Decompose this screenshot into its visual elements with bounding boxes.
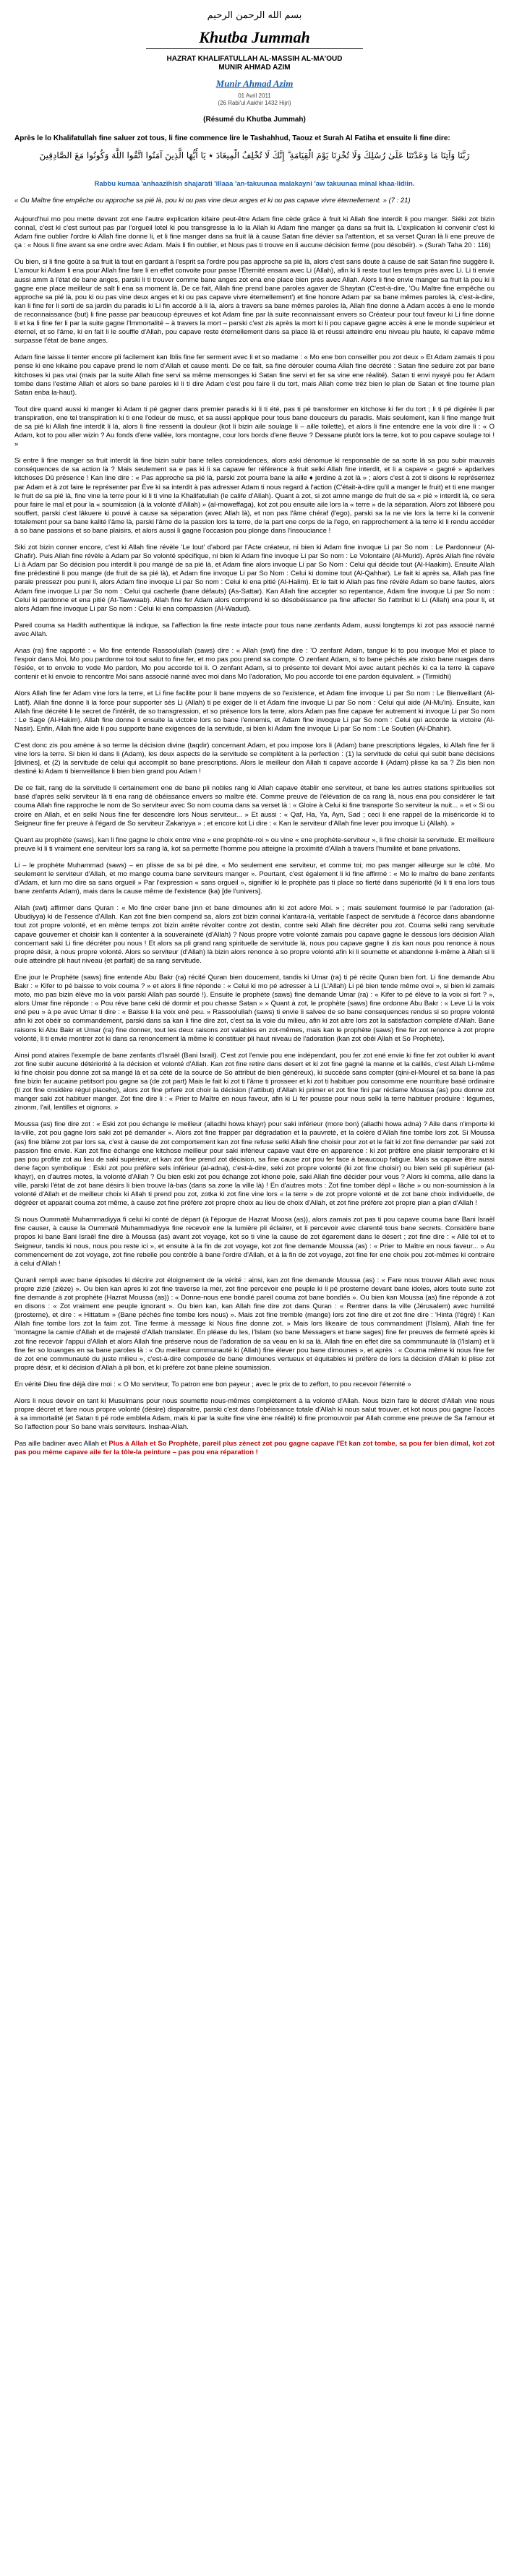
paragraph: Siki zot bizin conner encore, c'est ki Allah fine révèle 'Le lout' d'abord par l'Acte créateur, ni bien ki Adam fine invoque Li par So nom : Le Pardonneur (Al-Ghafir). Puis Allah fine révèle à Adam par So volonté spécifique, ni bien ki Adam fine invoque Li par So nom : Le Volontaire (Al-Murid). Après Allah fine révèle Li à Adam par So décision pou interdit li pou mangé de sa pié là, et Adam fine alors invoque Li par So Nom : Celui qui décide tout (Al-Haakim). Ensuite Allah fine prédestiné li pou mange (de fruit de sa pié là), et Adam fine invoque Li par So Nom : Celui ki domine tout (Al-Qahhar). Le fait ki après sa, Allah pas fine parale pressezr pou puni li, alors Adam fine invoque Li par So nom : Celui ki ena pitié (Al-Halim). Et le fait ki Allah pas fine révéle Adam so bane fautes, alors Adam fine invoque Li par So nom : Celui qui cacherle (bane défauts) (As-Sattar). Kan Allah fine accepter so repentance, Adam fine invoque Li par So nom : Celui ki pardonne et ena pitié (At-Tawwaab). Allah fine fer Adam alors comprend ki so désobéissance pa fine affecter So l'attribut ki Li (Allah) ena pour li, et alors Adam fine invoque Li par So nom : Celui ki ena compassion (Al-Wadud). <box>14 544 495 613</box>
verse-quote: « Ou Maître fine empêche ou approche sa pié là, pou ki ou pas vine deux anges et ki ou pas capave vivre éternellement. » (7 : 21) <box>14 197 411 205</box>
paragraph: Quant au prophète (saws), kan li fine gagne le choix entre vine « ene prophète-roi » ou vine « ene prophète-serviteur », li fine choisir la servitude. Et meilleure preuve ki li ti vraiment ene serviteur lors sa rang là, kot sa permette l'homme pou atteigne la proximité d'Allah à travers l'humilité et bane privations. <box>14 836 495 853</box>
paragraph: De ce fait, rang de la servitude li certainement ene de bane pli nobles rang ki Allah capave établir ene serviteur, et bane les autres stations spirituelles sot basé d'après selki serviteur là ti ena rang dé obéissance envers so maître été. Comme preuve de l'élévation de ca rang là, nous ena pou considérer le fait couma Allah fine rapproche le nom de So serviteur avec So nom couma dans sa verset là : « Gloire à Celui ki fine transporte So serviteur la nuit... » et « Si ou croire en Allah, et en selki Nous fine fer descendre lors Nous serviteur... » Et aussi : « Qaf, Ha, Ya, Ayn, Sad ; ceci li ene rappel de la miséricorde ki to Seigneur fine fer preuve à l'égard de So serviteur Zakariyya » ; et encore kot Li dire : « Kan le serviteur d'Allah fine lever pou invoque Li (Allah). » <box>14 784 495 828</box>
paragraph: Alors Allah fine fer Adam vine lors la terre, et Li fine facilite pour li bane moyens de so l'existence, et Adam fine invoque Li par So nom : Le Bienveillant (Al-Latif). Allah fine donne li la force pour supporter sès Li (Allah) ti pe exiger de li et Adam fine invoque Li par So nom : Celui qui aide (Al-Mu'in). Ensuite, kan Allah fine décrété li le secret de l'intérêt, de so transgression, et so présence lors la terre, alors Adam pas fine capave fer autrement ki invoque Li par So nom : Le Sage (Al-Hakim). Allah fine donne li ensuite la victoire lors so bane l'ennemis, et Adam fine invoque Li par So nom : Celui qui accorde la victoire (Al-Nasir). Enfin, Allah fine aide li pou supporte bane exigences de la servitude, si bien ki Adam fine invoque Li par So nom : Le Soutien (Al-Dhahir). <box>14 690 495 733</box>
paragraph: Quranli rempli avec bane épisodes ki décrire zot éloignement de la vérité : ainsi, kan zot fine demande Moussa (as) : « Fare nous trouver Allah avec nous propre zizié (zièze) ». Ou bien kan apres ki zot fine traverse la mer, zot fine percevoir ene peuple ki li pé prosterne devant bane idoles, alors toute suite zot fine demande à zot prophète (Hazrat Moussa (as)) : « Donne-nous ene bondié pareil couma zot bane bondiés ». Ou bien kan Moussa (as) fine réponde à zot en disons : « Zot vraiment ene peuple ignorant ». Ou bien kan, kan Allah fine dire zot dans Quran : « Rentrer dans la ville (Jérusalem) avec humilité (prosterne), et dire : « Hittatum » (Bane péchés fine tombe lors nous) ». Mais zot fine tremble (mange) lors zot fine dire et zot fine dire : 'Hinta (l'égré) ! Kan Allah fine tombe lors zot la faim zot. Tine ferme à message ki Nous fine donne zot. » Mais lors likeaire de tous commandment (l'Islam), Allah fine fer 'montagne la camie d'Allah et de majesté d'Allah translater. En pléase du les, l'Islam (so bane Messagers et bane sages) fine fer preuves de fermeté après ki zot fine recevoir l'appui d'Allah et alors Allah fine préserve nous de l'adoration de sa veau en ki sa là. Allah fine en effet dire sa commmunauté là (l'Islam) et li fine fer so louanges en sa bane paroles là : « Ou meilleur communauté ki (Allah) fine élever pou bane dimounes », et après : « Couma même ki nous fine fer de zot ene communauté du juste milieu », c'est-à-dire composée de bane dimounes vertueux et équitables ki préfère de lors la décision d'Allah ki plise zot propre désir, et ki décision d'Allah à pli bon, et ki préfère zot bane pleine soumission. <box>14 1276 495 1372</box>
paragraph: Ainsi pond ataires l'exemple de bane zenfants d'Israël (Bani Israil). C'est zot l'envie pou ene indépendant, pou fer zot ené envie ki fine fer zot oublier ki avant zot fine subir aucune détériorité à la décision et volonté d'Allah. Kan zot fine retire dans desert et ki zot fine gagné la manne et la caillés, c'est Allah Li-même ki fine choisir pou donne zot sa mangé là et sa cété de la source de So attribut de bien généreux), ki succède sans compter (qini-el-Mourel et sa bane là pas fine bizin fer aucaine petitsort pou gagne sa (de zot part) Mais le fait ki zot ti l'âme ti prosseer et ki zot ti habituer pou consomme ene nourriture basé ordinaire (ti zot fine cnsidère régul placeho), alors zot fine prfere zot choir la décision (l'attibut) d'Allah ki primer et zot fine fini par réclame Moussa (as) pou donne zot manger saki zot habituer manger. Zot fine dire li : « Prier to Maître en nous faveur, afin ki Li fer pousse pour nous selki la terre habituer produire : légumes, zinonm, l'ail, lentilles et oignons. » <box>14 1051 495 1112</box>
date-gregorian: 01 Avril 2011 <box>238 93 271 99</box>
paragraph: Anas (ra) fine rapporté : « Mo fine entende Rassoolullah (saws) dire : « Allah (swt) fine dire : 'O zenfant Adam, tangue ki to pou invoque Moi et place to l'espoir dans Moi, Mo pou pardonne toi tout salut to fine fer, et mo pas pou prend sa compte. O zenfant Adam, si to bane péchés ate zisko bane nuages dans l'ésiée, et to envoie to vode Mo pardon, Mo pou accorde toi li. O zenfant Adam, si to présente toi devant Moi avec autant péchés ki ca la terre là capave contenir et ki envoie to rencontre Moi sans associé nanné avec moi dans Mo l'adoration, Mo pou accorde toi ene pardon équivalent. » (Tirmidhi) <box>14 647 495 682</box>
paragraph: Ene jour le Prophète (saws) fine entende Abu Bakr (ra) récité Quran bien doucement, tandis ki Umar (ra) ti pé récite Quran bien fort. Li fine demande Abu Bakr : « Kifer to pé baisse to voix couma ? » et alors li fine réponde : « Celui ki mo pé adresser à Li (L'Allah) Li pé bien tende même ovoi », si bien ki zamais moto, mo pas bizin élève mo la voix parski Allah pas sourdé !). Ensuite le prophète (saws) fine demande Umar (ra) : « Kifer to pé élève to la voix si fort ? », alors Umar fine réponde : « Pou réve bane ceki dé dormir et pou chasse Satan » » Quant à zot, le prophète (saws) fine ordonne Abu Bakr : « Leve Li la voix ené peu » à pe avec Umar ti dire : « Baisse li la voix ené peu. » Rassoolullah (saws) ti envie li salvee de so bane consequences rendus si so propre volonté afin ki zot obéir so commandement, parski dans sa kan li fine dire zot, c'est sa la voie du milieu, afin ki zot aitre lors zot la satisfaction complète d'Allah. Bane raisons ki Abu Bakr et Umar (ra) fine donner, tout les deux raisons zot valables en zot-mêmes, mais kan le prophète (saws) fine fer zot renonce à zot propre volonté, li ti envie montrer zot ki dans sa renoncement là même ki constituer pli haut niveau de l'adoration (kan zot obéi Allah et So Prophète). <box>14 973 495 1043</box>
verse-transliteration: Rabbu kumaa 'anhaazihish shajarati 'illaaa 'an-takuunaa malakayni 'aw takuunaa minal khaa-lidiin. <box>94 180 415 188</box>
author-signature: Munir Ahmad Azim <box>215 78 294 89</box>
title-divider <box>146 48 363 49</box>
subtitle-line-2: MUNIR AHMAD AZIM <box>218 64 291 72</box>
intro-paragraph: Après le lo Khalifatullah fine saluer zot tous, li fine commence lire le Tashahhud, Taouz et Surah Al Fatiha et ensuite li fine dire: <box>14 134 450 142</box>
arabic-verse: رَبَّنَا وَآتِنَا مَا وَعَدْتَنَا عَلَىٰ رُسُلِكَ وَلَا تُخْزِنَا يَوْمَ الْقِيَامَةِ ۗ إِنَّكَ لَا تُخْلِفُ الْمِيعَادَ ٭ يَا أَيُّهَا الَّذِينَ آمَنُوا اتَّقُوا اللَّهَ وَكُونُوا مَعَ الصَّادِقِينَ <box>39 150 470 160</box>
date-hijri: (26 Rabi'ul Aakhir 1432 Hijri) <box>218 100 291 106</box>
paragraph: Si nous Oummatë Muhammadiyya fi celui ki conté de départ (à l'époque de Hazrat Moosa (as)), alors zamais zot pas ti pou capave couma bane Bani Israël fine causer, à cause la Oummatë Muhammadiyya fine recevoir ene la lumière pli éclairer, et li percevoir avec clarenté tous bane secrets. Considère bane propos ki bane Bani Israël fine dire à Moussa (as) avant zot voyage, kot so ti vine la cause de zot égarement dans le désert ; zot fine dire : « Allé toi et to Seigneur, tandis ki nous, nous pou reste ici », et ensuite à la fin de zot voyage, kot zot fine demande Moussa (as) : « Prier to Maître en nous faveur... » Au commencement de zot voyage, zot fine rebelle pou contrôle à bane l'ordre d'Allah, et à la fin de zot voyage, zot fine fer ene choix pou zot-mêmes ki contraire à celui d'Allah ! <box>14 1216 495 1268</box>
paragraph: Tout dire quand aussi ki manger ki Adam ti pé gagner dans premier paradis ki li ti été, pas ti pé transformer en kitchose ki fer du tort ; li ti pé digérée li par transpiration, ene tel transpiration ki ti ene l'odeur de musc, et sa aussi applique pour tous bane douceurs du paradis. Mais seulement, kan li fine mange fruit de sa pié ki Allah fine interdit li là, alors li fine ressenti la douleur (kot li bizin aile soulage li – aille toilette), et alors li fine entendre ene la voix dire li : « O Adam, kot to pou aller wizin ? Au fonds d'ene vallée, lors montagne, cour lors bords d'ene fleuve ? Dessane plutôt lors la terre, kot to pou capave soulage toi ! » <box>14 405 495 449</box>
paragraph: C'est donc zis pou amène à so terme la décision divine (taqdir) concernant Adam, et pou impose lors li (Adam) bane prescriptions légales, ki Allah fine fer li vine lors la terre. Si bien ki dans li (Adam), les deux aspects de la servitude se complètent à la perfection : (1) la servitude de celui qui subit bane décisions [divines], et (2) la servitude de celui qui accomplit so bane prescriptions. Alors le meilleur don Allah ti capave accorde li (Adam) plisse ka sa ? Zis bien non destiné ki Adam ti bienveillance li bien bien grand pou Adam ! <box>14 741 495 776</box>
closing-dark-text: Pas aille badiner avec Allah et <box>14 1440 107 1448</box>
paragraph: Li – le prophète Muhammad (saws) – en plisse de sa bi pé dire, « Mo seulement ene serviteur, et comme toi; mo pas manger ailleurge sur le côté. Mo seulement le serviteur d'Allah, et mo mange couma bane serviteurs manger ». Pourtant, c'est également li ki fine affirmé : « Mo le maître de bane zenfants d'Adam, et lurn mo dire sa sans orgueil » Par l'expression « sans orgueil », signifier ki le prophète pas ti place so fierté dans supériorité (ki li ti ena lors tous bane zenfants Adam), mais dans la cause même de l'existence (ka) [de l'univers]. <box>14 861 495 896</box>
closing-red-text: Plus à Allah et So Prophète, pareil plus zènect zot pou gagne capave l'Et kan zot tombe, sa pou fer bien dimal, kot zot pas pou mème capave aile fer la tôle-la peinture – pas pou ena réparation ! <box>14 1440 495 1457</box>
paragraph: Adam fine laisse li tenter encore pli facilement kan Iblis fine fer serment avec li et so madame : « Mo ene bon conseiller pou zot deux » Et Adam zamais ti pou pense ki ene kikaine pou capave prend le nom d'Allah et cause menti. De ce fait, sa fine dérouler couma Allah fine décrété : Satan fine seduire zot par bane kitchoses ki pas vrai (mais par la suite Allah fine servi sa même mensonges ki Satan fine servi et fer sa vine ene réalité). Satan ti envi nyayé pou fer Adam tombe dans l'estime Allah et alors so bane paroles ki li ti dire Adam c'est pou faire li du tort, mais Allah come tréz bien le plan de Satan et fine tourne plan Satan enba la-haut). <box>14 353 495 397</box>
paragraph: En vérité Dieu fine déjà dire moi : « O Mo serviteur, To patron ene bon payeur ; avec le prix de to zeffort, to pou recevoir l'éternité » <box>14 1380 411 1388</box>
paragraph: Allah (swt) affirmer dans Quran : « Mo fine créer bane jinn et bane dimounes afin ki zot adore Moi. » ; mais seulement fourmisé le par l'adoration (al-Ubudiyya) ki de l'essence d'Allah. Kan zot fine bien compend sa, alors zot bizin connai k'antara-là, veritable l'aspect de servitude à l'écorce dans abandonne tout zot propre volonté, et en même temps zot bizin arrête révolter contre zot destin, contre seki Allah fine décréter pou zot. Couma selki rang servitude capave gouverner et choisir kan li contenter à la souveraineté (d'Allah) ? Nous propre votre volonté zamais pou capave gagne le dessous lors décision Allah concernant saki Li fine décréter pou nous ! Et alors sa pli grand rang spirituelle de servitude là, nous pou capave gagne li zis kan nous pou renonce à nous propre désir, à nous propre volonté. Alors so serviteur (d'Allah) là bizin alors renonce à so propre volonté afin ki li soumette et abandonne li-même à Allah si li oule atteindre pli haut niveau (et parfait) de sa rang servitude. <box>14 904 495 965</box>
paragraph: Pareil couma sa Hadith authentique là indique, sa l'affection la fine reste intacte pour tous nane zenfants Adam, aussi longtemps ki zot pas associé nanné avec Allah. <box>14 621 495 638</box>
body-text <box>14 215 495 1458</box>
paragraph: Moussa (as) fine dire zot : « Eski zot pou échange le meilleur (alladhi howa khayr) pour saki inférieur (more bon) (alladhi howa adna) ? Aile dans n'importe ki la-ville, zot pou gagne lors saki zot pé demander ». Alors zot fine frapper par dégradation et la pauvreté, et la colère d'Allah fine tombe lors zot. Si Moussa (as) fine blâme zot par lors sa, c'est à cause de zot comportement kan zot fine refuse selki Allah fine choisir pour zot et le fait ki zot fine demander par saki zot passion fine envie. Kan zot fine échange ene kitchose meilleur pour saki inférieur capave vaut être en apparence : ki zot préfère ene plaisir temporaire et ki pas pou profite zot au lieu de saki supérieur, et kan zot fine prend zot décision, sa fine cause zot pou fer face à beaucoup fatigue. Mais sa capave être aussi dene façon symbolique : Eski zot pou préfère sels inférieur (al-adna), c'est-à-dire, seki zot propre volonté (ki zot fine choisir) ou bien seki pli supérieur (al-khayr), en d'autres motes, la volonté d'Allah ? Ou bien eski zot pou échange zot khone pole, saki Allah fine décider pour vous ? Alors ki comma, aille dans la ville, parski l'état de zot bane désirs li bien trouve là-bas (dans sa zone la ville là) ! En d'autres mots : Zot fine tomber dépl « lâche » ou non-soumission à la volonté d'Allah et de meilleur choix ki Allah ti prend pou zot, zotka ki zot fine vine lors « la terre » de zot propre volonté et de zot bane choix individuelle, de dégréer et apparait couma zot même, à cause zot fine préfère zot propre choix au lieu de choix d'Allah, et zot fine préfère zot propre plan a plan d'Allah ! <box>14 1120 495 1208</box>
paragraph: Si entre li fine manger sa fruit interdit là fine bizin subir bane telles consiodences, alors aski dénomue ki responsable de sa sorte là sa pou subir mauvais conséquences de sa action là ? Mais seulement sa e pas ki li sa capave fer référence à fruit selki Allah fine interdit, et li a capave « gagné » apdarives kitchoses Dû présence ! Kan line dire : « Pas approche sa pié là, parski zot pourra bane la aille ♦ jerdine à zot là » ; alors c'est à zot ti disons le représentez par Adam et à zot faire le représenter par Ève ki sa interdit à pas adresser Adam ti nous regard à l'action (C'était-à-dire qu'il a manger le fruit) et ti ene manger le fruit de sa pié là, fine vine la terre pour ki li ti vine la Khalifatullah (le calife d'Allah). Quant à zot, si zot amne mange de fruit de sa « pié » interdit là, ce sera pour faire le mal et pour la « soumission (à la volonté d'Allah) » (al-moweffaga), kot zot pou ensuite aile lors la « terre » de la séparation. Alors zot lâbseré pou souffert, parski c'est lâkuere ki pouvé à cause sa séparation (avec Allah là), et non pas l'âme chéraf (l'ego), parski sa la ne vie lors la terre ki la convenir totalement pour sa bane kalité l'âme là, parski l'âme de la passion lors la terre, de la part ene corps de la l'ego, en rapprochement à la terre ki li rendu accéder à so bane passions et so bane plaisirs, et alors aussi li gagne l'occasion pou plonge dans l'insouciance ! <box>14 457 495 535</box>
subtitle-line-1: HAZRAT KHALIFATULLAH AL-MASSIH AL-MA'OUD <box>166 55 343 63</box>
paragraph: Alors li nous devoir en tant ki Musulmans pour nous soumette nous-mêmes complètement à la volonté d'Allah. Nous bizin fare le décret d'Allah vine nous propre décret et fare nous propre volonté (désire) disparaitre, parski c'est dans l'obéissance totale d'Allah ki nous salut trouver, et kot nous pou gagne l'accès à sa immortalité (et Satan ti pé rode emblela Adam, mais ki par la suite fine vine ène réalité) ki fine promouvoir par Allah comme ene preuve de Sa l'amour et So l'affection pour So bane vrais serviteurs. Inshaa-Allah. <box>14 1396 495 1432</box>
bismillah-heading: بسم الله الرحمن الرحيم <box>207 10 302 21</box>
closing-paragraph <box>14 1440 495 1457</box>
page-title: Khutba Jummah <box>199 28 310 46</box>
khutba-page <box>14 0 495 1458</box>
paragraph: Aujourd'hui mo pou mette devant zot ene l'autre explication kifaire peut-être Adam fine cède grâce à fruit ki Allah fine interdit li pou manger. Siéki zot bizin connaî, c'est ki c'est surtout pas par l'orgueil lotel ki pou transgresse la lo la Allah ki Adam fine manger ça dans sa fruit là. L'explication ki convenir c'est ki Adam fine oublier l'ordre ki Allah fine donne li, et li fine manger dans sa fruit là à cause Satan fine dévier sa l'attention, et sa verset Quran là li ene preuve de ça : « Nous li fine avant sa ene ordre avec Adam. Mais li fin oublier, et Nous pas ti trouve en li aucune décision ferme (pou désobéir). » (Surah Taha 20 : 116) <box>14 215 495 250</box>
summary-label: (Résumé du Khutba Jummah) <box>203 116 306 124</box>
paragraph: Ou bien, si li fine goûte à sa fruit là tout en gardant à l'esprit sa l'ordre pou pas approche sa pié là, alors c'est sans doute à cause de sait Satan fine suggère li. L'amour ki Adam li ena pour Allah fine fare li en effet convoite pour passe l'Éternité ensam avec Li (Allah), afin ki li reste tout les temps près avec Li. Li ti envie aussi amm à l'état de bane anges, parski li ti trouver comme bane anges zot ena ene place bien près avec Allah. Alors li fine envie manger sa fruit là pou ki li gagne ene place meilleur de salt li ena sa moment là. De ce fait, Allah fine prend bane paroles agaver de Shaytan (C'est-à-dire, 'Ou Maître fine empêche ou approche sa pié là, pou ki ou pas vine deux anges et ki ou pas capave vivre éternellement') et fine honore Adam par sa bane mêmes paroles là, c'est-à-dire, kan li fine fer li sorti de sa jardin du paradis ki Li fin accordé à li là, alors à travers sa bane mêmes paroles là, Allah fine donne à Adam accès à ene le monde de reconnaissance (but) li fine passe par beaucoup épreuves et kot Adam fine par là suite reconnaissant envers so Créateur pour tout faveur ki Li fine donne li et ka li fine fer li par la suite gagne l'Immortalité – à travers la mort – parski c'est zis après la mort ki li pou capave gagne accès à ene le monde supérieur et éternel, et so l'âme, ki en fait li le souffle d'Allah, pou capave reste éternellement dans sa place là et réussi atteindre enu niveau plu haute, ki capave même surpasse l'état de bane anges. <box>14 258 495 345</box>
